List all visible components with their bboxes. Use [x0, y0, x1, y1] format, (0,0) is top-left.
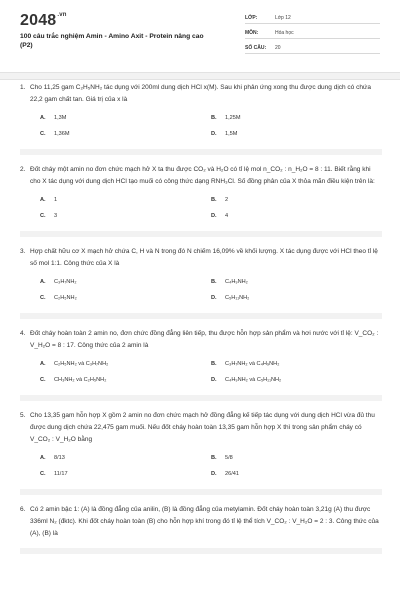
brand-suffix: .vn — [57, 12, 67, 18]
header — [20, 10, 380, 60]
answer-option-d[interactable] — [211, 127, 382, 141]
brand-text: 2048 — [20, 12, 57, 29]
answer-options — [20, 357, 382, 387]
option-text: C₂H₅NH₂ và C₃H₇NH₂ — [54, 361, 109, 367]
question-text: Đốt cháy hoàn toàn 2 amin no, đơn chức đồng đẳng liên tiếp, thu được hỗn hợp sản phẩm và hơi nước với tỉ lệ: V_CO₂ : V_H₂O = 8 : 17. Công thức của 2 amin là — [30, 330, 379, 349]
option-text: 1 — [54, 197, 58, 203]
option-letter: C. — [40, 213, 46, 219]
answer-option-a[interactable] — [40, 357, 211, 371]
answer-option-b[interactable] — [211, 275, 382, 289]
question-number: 5. — [20, 412, 26, 419]
answer-option-a[interactable] — [40, 451, 211, 465]
option-letter: D. — [211, 471, 217, 477]
option-text: 1,3M — [54, 115, 67, 121]
question-1 — [20, 80, 382, 155]
option-text: C₃H₇NH₂ — [54, 279, 77, 285]
option-letter: D. — [211, 213, 217, 219]
meta-label: LỚP: — [245, 14, 258, 21]
answer-option-b[interactable] — [211, 451, 382, 465]
option-letter: B. — [211, 197, 217, 203]
answer-option-d[interactable] — [211, 291, 382, 305]
meta-value: Hóa học — [275, 29, 294, 36]
option-text: CH₃NH₂ và C₂H₅NH₂ — [54, 377, 107, 383]
option-letter: D. — [211, 295, 217, 301]
question-number: 6. — [20, 506, 26, 513]
question-4 — [20, 326, 382, 401]
option-letter: C. — [40, 377, 46, 383]
meta-value: Lớp 12 — [275, 14, 291, 21]
meta-label: SỐ CÂU: — [245, 44, 267, 51]
option-letter: D. — [211, 131, 217, 137]
option-text: 1,5M — [225, 131, 238, 137]
option-text: 5/8 — [225, 455, 233, 461]
question-number: 1. — [20, 84, 26, 91]
answer-option-b[interactable] — [211, 111, 382, 125]
answer-options — [20, 451, 382, 481]
divider — [0, 72, 400, 80]
option-text: 11/17 — [54, 471, 68, 477]
question-number: 4. — [20, 330, 26, 337]
answer-option-d[interactable] — [211, 373, 382, 387]
meta-row-count — [245, 42, 380, 54]
option-letter: C. — [40, 131, 46, 137]
option-text: C₂H₅NH₂ — [54, 295, 77, 301]
question-text: Đốt cháy một amin no đơn chức mạch hở X ta thu được CO₂ và H₂O có tỉ lệ mol n_CO₂ : n_H₂O = 8 : 11. Biết rằng khi cho X tác dụng với dung dịch HCl tạo muối có công thức dạng RNH₃Cl. Số đồng phân của X thỏa mãn điều kiện trên là: — [30, 166, 375, 185]
answer-option-c[interactable] — [40, 291, 211, 305]
meta-row-class — [245, 12, 380, 24]
option-letter: C. — [40, 471, 46, 477]
option-text: C₄H₉NH₂ — [225, 279, 248, 285]
page-title: 100 câu trắc nghiệm Amin - Amino Axit - Protein nâng cao (P2) — [20, 33, 204, 49]
option-text: C₄H₉NH₂ và C₅H₁₁NH₂ — [225, 377, 282, 383]
question-list — [20, 80, 382, 561]
answer-option-d[interactable] — [211, 467, 382, 481]
option-text: C₅H₁₁NH₂ — [225, 295, 250, 301]
question-5 — [20, 408, 382, 495]
option-letter: B. — [211, 361, 217, 367]
option-letter: D. — [211, 377, 217, 383]
answer-option-c[interactable] — [40, 373, 211, 387]
question-text: Cho 13,35 gam hỗn hợp X gồm 2 amin no đơn chức mạch hở đồng đẳng kế tiếp tác dụng với dung dịch HCl vừa đủ thu được dung dịch chứa 22,475 gam muối. Nếu đốt cháy hoàn toàn 13,35 gam hỗn hợp X thì trong sản phẩm cháy có V_CO₂ : V_H₂O bằng — [30, 412, 375, 443]
option-letter: A. — [40, 115, 46, 121]
question-number: 3. — [20, 248, 26, 255]
option-text: 1,25M — [225, 115, 241, 121]
answer-option-a[interactable] — [40, 111, 211, 125]
option-letter: A. — [40, 279, 46, 285]
option-text: 1,36M — [54, 131, 70, 137]
option-text: 3 — [54, 213, 58, 219]
answer-option-c[interactable] — [40, 209, 211, 223]
answer-options — [20, 111, 382, 141]
option-text: 26/41 — [225, 471, 239, 477]
option-letter: B. — [211, 279, 217, 285]
meta-info — [245, 12, 380, 57]
answer-option-c[interactable] — [40, 467, 211, 481]
question-2 — [20, 162, 382, 237]
option-text: C₃H₇NH₂ và C₄H₉NH₂ — [225, 361, 280, 367]
question-number: 2. — [20, 166, 26, 173]
option-letter: A. — [40, 197, 46, 203]
question-text: Cho 11,25 gam C₂H₅NH₂ tác dụng với 200ml dung dịch HCl x(M). Sau khi phản ứng xong thu được dung dịch có chứa 22,2 gam chất tan. Giá trị của x là — [30, 84, 371, 103]
question-6 — [20, 502, 382, 554]
option-letter: A. — [40, 455, 46, 461]
meta-label: MÔN: — [245, 29, 259, 36]
question-text: Có 2 amin bậc 1: (A) là đồng đẳng của anilin, (B) là đồng đẳng của metylamin. Đốt cháy hoàn toàn 3,21g (A) thu được 336ml N₂ (đktc). Khi đốt cháy hoàn toàn (B) cho hỗn hợp khí trong đó tỉ lệ thể tích V_CO₂ : V_H₂O = 2 : 3. Công thức của (A), (B) là — [30, 506, 379, 537]
site-logo[interactable] — [20, 12, 67, 30]
answer-option-b[interactable] — [211, 193, 382, 207]
answer-option-a[interactable] — [40, 193, 211, 207]
option-text: 4 — [225, 213, 229, 219]
answer-option-b[interactable] — [211, 357, 382, 371]
answer-option-c[interactable] — [40, 127, 211, 141]
answer-option-a[interactable] — [40, 275, 211, 289]
answer-options — [20, 193, 382, 223]
option-letter: B. — [211, 115, 217, 121]
answer-options — [20, 275, 382, 305]
option-text: 8/13 — [54, 455, 65, 461]
option-letter: C. — [40, 295, 46, 301]
question-text: Hợp chất hữu cơ X mạch hở chứa C, H và N trong đó N chiếm 16,09% về khối lượng. X tác dụng được với HCl theo tỉ lệ số mol 1:1. Công thức của X là — [30, 248, 378, 267]
option-letter: A. — [40, 361, 46, 367]
meta-value: 20 — [275, 44, 281, 51]
question-3 — [20, 244, 382, 319]
meta-row-subject — [245, 27, 380, 39]
answer-option-d[interactable] — [211, 209, 382, 223]
option-letter: B. — [211, 455, 217, 461]
option-text: 2 — [225, 197, 229, 203]
